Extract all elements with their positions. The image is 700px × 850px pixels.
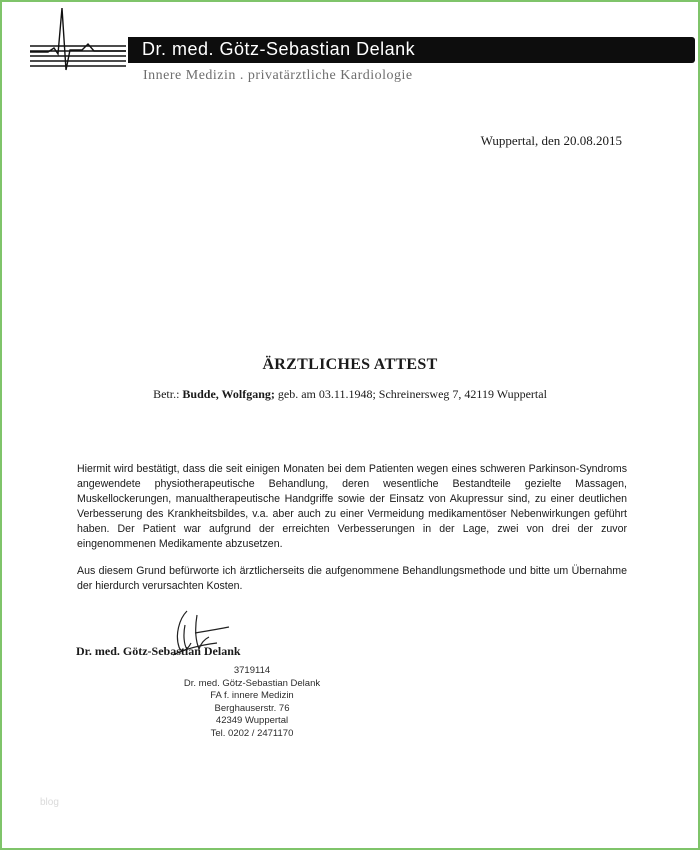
body-paragraph-2: Aus diesem Grund befürworte ich ärztlicherseits die aufgenommene Behandlungsmethode und bitte um Übernahme der hierdurch verursachten Kosten.	[77, 565, 627, 592]
signer-name: Dr. med. Götz-Sebastian Delank	[76, 644, 241, 658]
letterhead-specialty: Innere Medizin . privatärztliche Kardiologie	[143, 68, 413, 83]
place-date: Wuppertal, den 20.08.2015	[480, 133, 622, 148]
body-paragraph-1: Hiermit wird bestätigt, dass die seit einigen Monaten bei dem Patienten wegen eines schweren Parkinson-Syndroms angewendete physiotherapeutische Behandlung, deren wesentliche Bestandteile gezielte Massagen, Muskellockerungen, manualtherapeutische Handgriffe sowie der Einsatz von Akupressur sind, zu einer deutlichen Verbesserung des Krankheitsbildes, v.a. aber auch zu einer Vermeidung medikamentöser Nebenwirkungen geführt haben. Der Patient war aufgrund der erreichten Verbesserungen in der Lage, zwei von drei der zuvor eingenommenen Medikamente abzusetzen.	[77, 463, 627, 550]
stamp-line-2: Dr. med. Götz-Sebastian Delank	[183, 677, 321, 689]
stamp-line-3: FA f. innere Medizin	[210, 690, 294, 701]
watermark-text: blog	[40, 797, 59, 808]
subject-prefix: Betr.:	[153, 387, 183, 401]
subject-line	[0, 387, 700, 402]
document-title: ÄRZTLICHES ATTEST	[262, 356, 438, 373]
stamp-line-6: Tel. 0202 / 2471170	[210, 727, 294, 739]
patient-name: Budde, Wolfgang;	[182, 387, 275, 401]
stamp-line-4: Berghauserstr. 76	[214, 702, 290, 714]
stamp-line-1: 3719114	[233, 665, 271, 676]
letterhead-bar	[128, 37, 695, 63]
patient-details: geb. am 03.11.1948; Schreinersweg 7, 42119 Wuppertal	[274, 387, 547, 401]
attest-body	[77, 462, 627, 606]
stamp-line-5: 42349 Wuppertal	[215, 715, 289, 726]
letterhead-doctor-name: Dr. med. Götz-Sebastian Delank	[142, 39, 416, 59]
ecg-logo-icon	[28, 4, 128, 74]
doctor-stamp	[172, 665, 332, 740]
